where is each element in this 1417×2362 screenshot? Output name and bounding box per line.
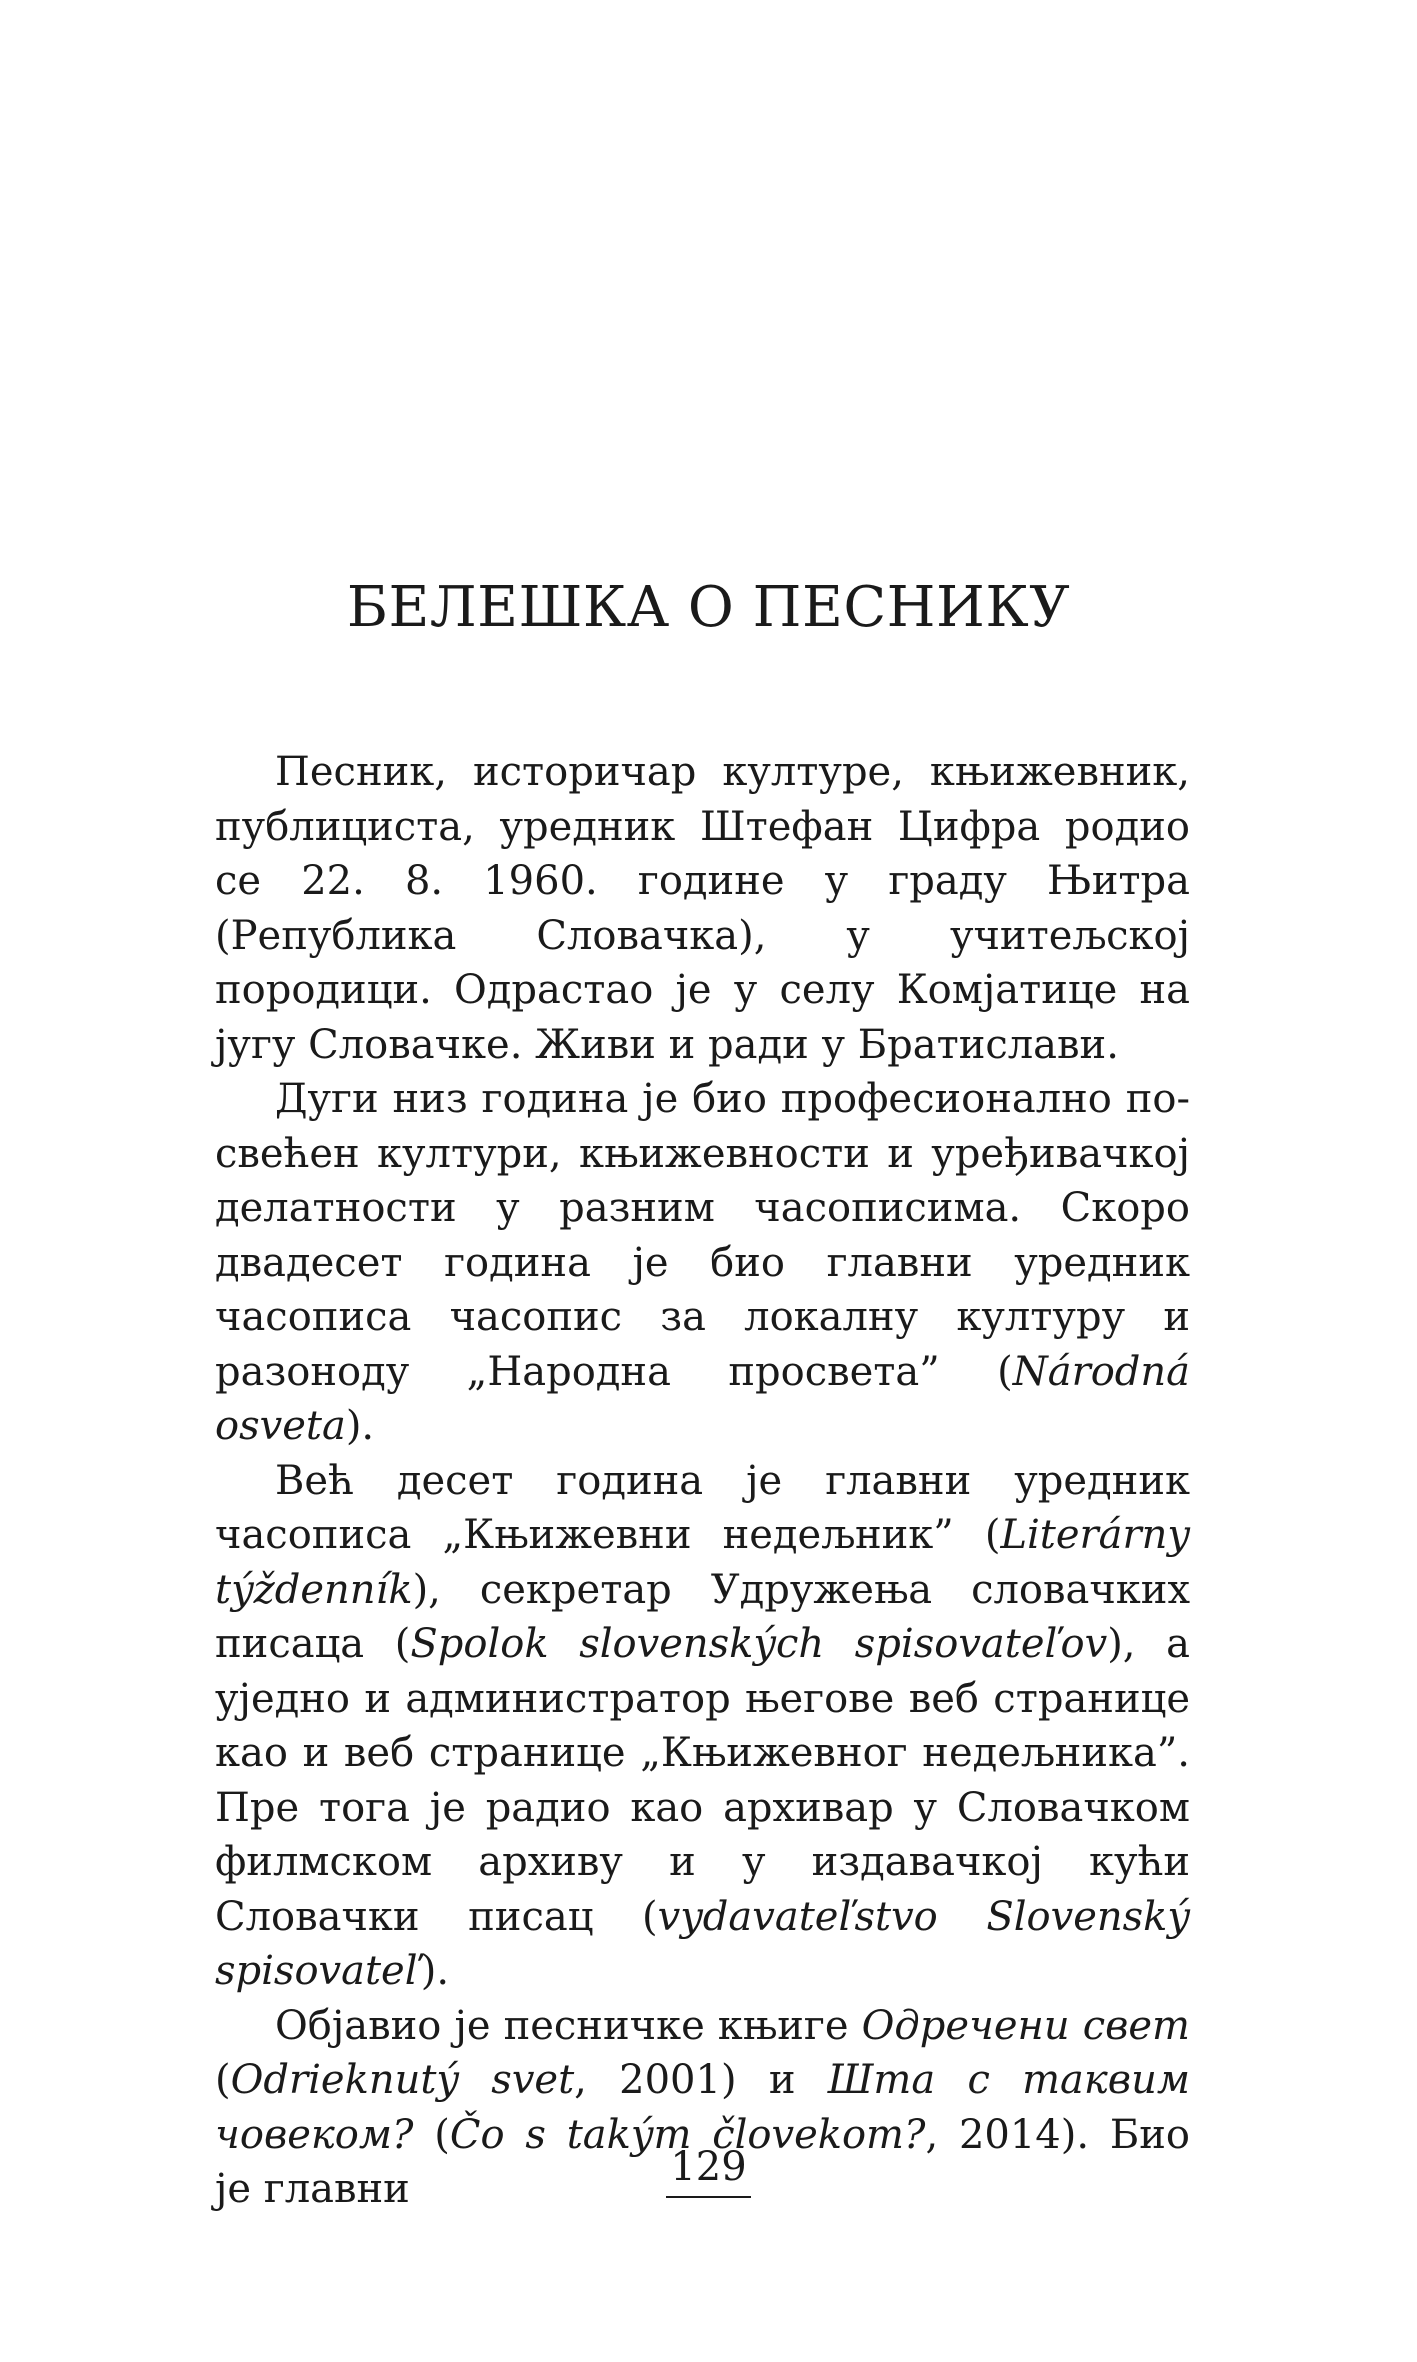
text-run: ( — [215, 2057, 231, 2103]
italic-title: Národná osveta — [215, 1348, 1190, 1449]
text-run: Песник, историчар културе, књижевник, публициста, уредник Штефан Цифра родио се 22. 8. 1960. године у граду Њитра (Република Словачка), у учитељској породици. Одрастао је у селу Комјатице на југу Словачке. Живи и ради у Братислави. — [215, 749, 1190, 1068]
text-run: ). — [345, 1403, 375, 1449]
italic-title: Шта с таквим човеком? — [215, 2057, 1190, 2158]
text-run: Већ десет година је главни уредник часописа „Књижевни недељник” ( — [215, 1457, 1190, 1558]
body-text — [215, 745, 1190, 2217]
text-run: , 2001) и — [574, 2057, 828, 2103]
text-run: , 2014). Био је главни — [215, 2111, 1190, 2212]
text-run: Објавио је песничке књиге — [275, 2002, 862, 2049]
page-title: БЕЛЕШКА О ПЕСНИКУ — [346, 575, 1071, 640]
text-run: ), а уједно и администратор његове веб странице као и веб странице „Књижевног недељника”. Пре тога је радио као архивар у Словачком филмском архиву и у издавачкој кући Словачки писац ( — [215, 1621, 1190, 1940]
italic-title: Literárny týždenník — [215, 1512, 1190, 1613]
text-run: ). — [420, 1948, 450, 1994]
text-run: ), секретар Удружења словачких писаца ( — [215, 1566, 1190, 1667]
page-number-value: 129 — [666, 2140, 750, 2198]
italic-title: Одречени свет — [861, 2002, 1190, 2049]
paragraph — [215, 745, 1190, 1072]
italic-title: Čo s takým človekom? — [449, 2111, 926, 2158]
paragraph — [215, 1454, 1190, 1999]
paragraph — [215, 1072, 1190, 1454]
italic-title: vydavateľstvo Slovenský spisovateľ — [215, 1893, 1190, 1994]
italic-title: Odrieknutý svet — [230, 2057, 575, 2103]
italic-title: Spolok slovenských spisovateľov — [410, 1621, 1108, 1667]
text-run: Дуги низ година је био професионално посвећен култури, књижевности и уређивачкој делатности у разним часописима. Скоро двадeсет година је био главни уредник часописа часопис за локалну културу и разоноду „Народна просвета” ( — [215, 1076, 1190, 1395]
page-number — [0, 2140, 1417, 2198]
text-run: ( — [413, 2111, 450, 2158]
